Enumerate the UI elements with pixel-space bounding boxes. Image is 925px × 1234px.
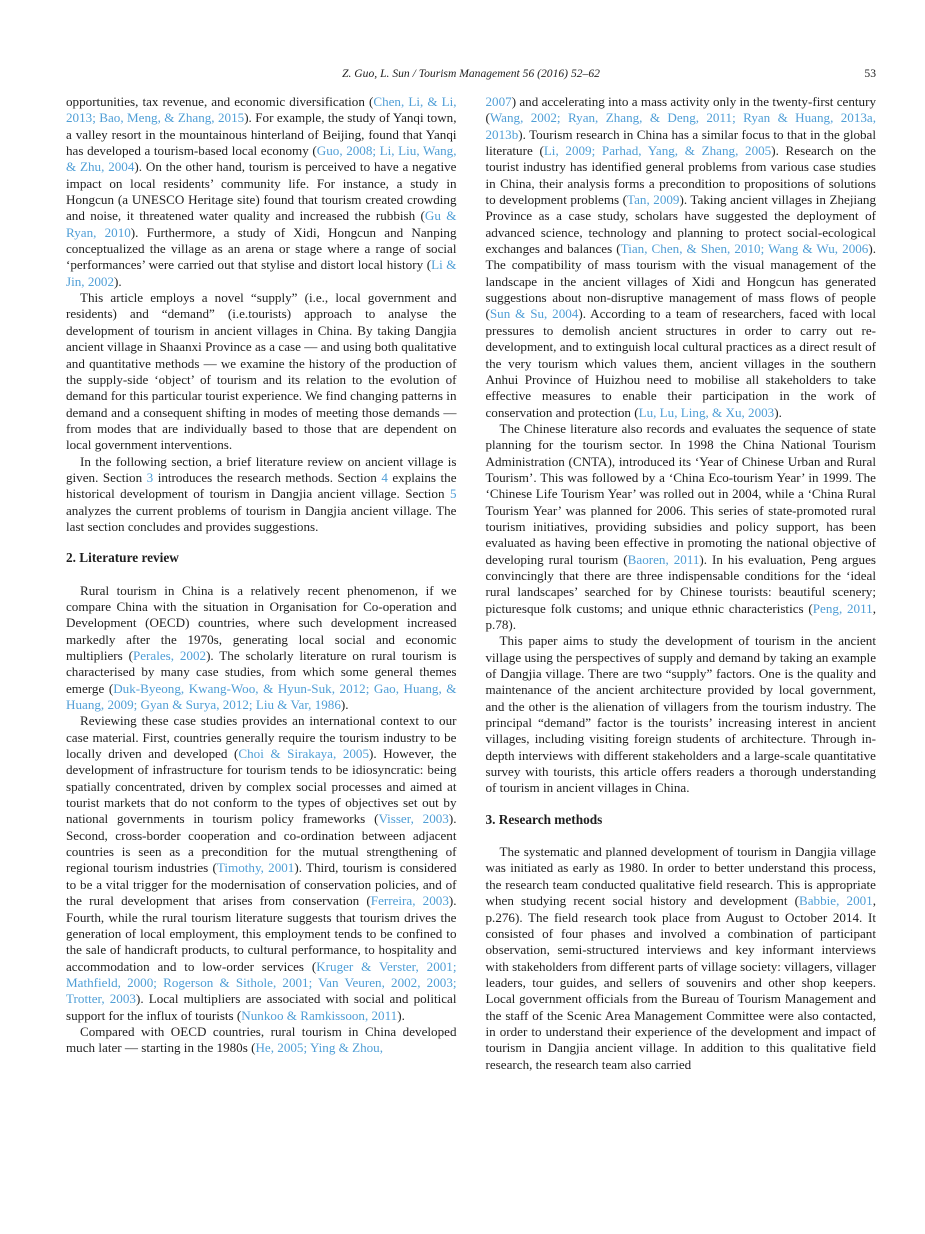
body-text: opportunities, tax revenue, and economic diversification ( (66, 94, 374, 109)
citation-link[interactable]: 2007 (485, 94, 512, 109)
paragraph (486, 844, 877, 1073)
body-text: ). Third, tourism is considered to be a vital trigger for the modernisation of conservation policies, and of the rural development that arises from conservation ( (66, 860, 457, 909)
body-text: ). Research on the tourist industry has identified general problems from various case studies in China, their analysis forms a precondition to propositions of solutions to development problems ( (485, 143, 876, 208)
body-text: ). (397, 1007, 405, 1023)
body-text: ). On the other hand, tourism is perceived to have a negative impact on local residents’ community life. For instance, a study in Hongcun (a UNESCO Heritage site) found that tourism created crowding and noise, it threatened water quality and increased the rubbish ( (66, 159, 457, 224)
citation-link[interactable]: Li & Jin, 2002 (66, 257, 457, 289)
body-text: , p.276). The field research took place from August to October 2014. It consisted of four phases and involved a combination of participant observation, semi-structured interviews and key informant interviews with stakeholders from different parts of village society: villagers, villager leaders, tour guides, and sellers of souvenirs and other shop keepers. Local government officials from the Bureau of Tourism Management and the staff of the Scenic Area Management Committee were also contacted, in order to understand their experience of the development and impact of tourism in Dangjia ancient village. In addition to this qualitative field research, the research team also carried (485, 893, 877, 1072)
body-text: ). According to a team of researchers, faced with local pressures to demolish ancient structures in order to carry out re-development, and to extinguish local cultural practices as a direct result of the very tourism which values them, ancient villages in the southern Anhui Province of Huizhou need to mobilise all stakeholders to take effective measures to enable their participation in the work of conservation and protection ( (485, 306, 877, 420)
paragraph (66, 713, 457, 1024)
citation-link[interactable]: Lu, Lu, Ling, & Xu, 2003 (638, 404, 775, 420)
citation-link[interactable]: Li, 2009; Parhad, Yang, & Zhang, 2005 (543, 143, 772, 159)
citation-link[interactable]: Chen, Li, & Li, 2013; Bao, Meng, & Zhang, 2015 (66, 94, 457, 126)
citation-link[interactable]: Tian, Chen, & Shen, 2010; Wang & Wu, 2006 (620, 241, 869, 257)
body-text: ). For example, the study of Yanqi town, a valley resort in the mountainous hinterland of Beijing, found that Yanqi has developed a tourism-based local economy ( (66, 110, 457, 159)
body-text: In the following section, a brief literature review on ancient village is given. Section (66, 453, 457, 485)
paragraph (66, 94, 457, 290)
body-text: ). (774, 404, 782, 420)
citation-link[interactable]: Timothy, 2001 (216, 860, 295, 876)
citation-link[interactable]: Nunkoo & Ramkissoon, 2011 (241, 1007, 398, 1023)
citation-link[interactable]: Guo, 2008; Li, Liu, Wang, & Zhu, 2004 (66, 143, 457, 175)
citation-link[interactable]: Kruger & Verster, 2001; Mathfield, 2000; Rogerson & Sithole, 2001; Van Veuren, 2002, 2003; Trotter, 2003 (66, 958, 457, 1007)
section-heading: 2. Literature review (66, 550, 179, 566)
body-text: ). Taking ancient villages in Zhejiang Province as a case study, scholars have suggested the deployment of advanced science, technology and planning to protect social-ecological exchanges and balances ( (485, 192, 876, 257)
citation-link[interactable]: Babbie, 2001 (799, 893, 873, 909)
page-header (66, 66, 876, 81)
citation-link[interactable]: Ferreira, 2003 (370, 893, 449, 909)
citation-link[interactable]: Wang, 2002; Ryan, Zhang, & Deng, 2011; Ryan & Huang, 2013a, 2013b (485, 110, 876, 142)
body-text: ). Local multipliers are associated with social and political support for the influx of tourists ( (66, 991, 457, 1023)
body-text: Rural tourism in China is a relatively recent phenomenon, if we compare China with the situation in Organisation for Co-operation and Development (OECD) countries, where such development increased markedly after the 1970s, generating local social and economic multipliers ( (66, 582, 457, 663)
citation-link[interactable]: Choi & Sirakaya, 2005 (238, 746, 370, 762)
citation-link[interactable]: Gu & Ryan, 2010 (66, 208, 457, 240)
body-text: This article employs a novel “supply” (i.e., local government and residents) and “demand” (i.e.tourists) approach to analyse the development of tourism in ancient villages in China. By taking Dangjia ancient village in Shaanxi Province as a case — and using both qualitative and quantitative methods — we examine the history of the production of the supply-side ‘object’ of tourism and its relation to the evolution of demand for this particular tourist experience. We find changing patterns in demand and a consequent shifting in modes of meeting those demands — from modes that are individually based to those that are dependent on local government interventions. (66, 290, 457, 453)
body-text: ) and accelerating into a mass activity only in the twenty-first century ( (485, 94, 876, 126)
citation-link[interactable]: Sun & Su, 2004 (489, 306, 579, 322)
paragraph (66, 290, 457, 453)
body-text: ). (340, 697, 349, 713)
body-text: Reviewing these case studies provides an international context to our case material. First, countries generally require the tourism industry to be locally driven and developed ( (66, 713, 457, 762)
body-text: ). The compatibility of mass tourism with the visual management of the landscape in the ancient villages of Xidi and Hongcun has generated suggestions about non-disruptive management of mass flows of people ( (485, 241, 876, 322)
citation-link[interactable]: Duk-Byeong, Kwang-Woo, & Hyun-Suk, 2012; Gao, Huang, & Huang, 2009; Gyan & Surya, 2012; Liu & Var, 1986 (66, 680, 457, 713)
page-number: 53 (864, 67, 876, 80)
citation-link[interactable]: Peng, 2011 (812, 600, 873, 616)
citation-link[interactable]: 5 (449, 486, 457, 502)
citation-link[interactable]: 4 (381, 469, 388, 485)
citation-link[interactable]: Visser, 2003 (378, 811, 449, 827)
paragraph (66, 454, 457, 536)
body-text: The Chinese literature also records and evaluates the sequence of state planning for the tourism sector. In 1998 the China National Tourism Administration (CNTA), introduced its ‘Year of Chinese Urban and Rural Tourism’. This was followed by a ‘China Eco-tourism Year’ in 1999. The ‘Chinese Life Tourism Year’ was rolled out in 2004, while a ‘China Rural Tourism Year’ was planned for 2006. This series of state-promoted rural tourism initiatives, providing subsidies and policy support, has been evaluated as having been effective in promoting the national objective of developing rural tourism ( (485, 420, 876, 567)
paragraph (66, 1024, 457, 1057)
citation-link[interactable]: Perales, 2002 (132, 648, 207, 663)
body-text: ). (114, 273, 122, 289)
citation-link[interactable]: He, 2005; Ying & Zhou, (255, 1040, 384, 1056)
body-text: analyzes the current problems of tourism in Dangjia ancient village. The last section concludes and provides suggestions. (66, 502, 457, 534)
paragraph (486, 94, 877, 421)
body-text: ). Second, cross-border cooperation and co-ordination between adjacent countries is seen as a precondition for the mutual strengthening of regional tourism industries ( (66, 811, 457, 876)
body-text: ). Tourism research in China has a similar focus to that in the global literature ( (485, 126, 876, 159)
running-head-text: Z. Guo, L. Sun / Tourism Management 56 (2016) 52–62 (342, 67, 600, 80)
section-heading: 3. Research methods (485, 811, 603, 827)
body-text: ). Fourth, while the rural tourism literature suggests that tourism drives the generation of local employment, this employment tends to be confined to the sale of handicraft products, to cultural performance, to hospitality and accommodation and to low-order services ( (66, 893, 457, 974)
body-text: ). Furthermore, a study of Xidi, Hongcun and Nanping conceptualized the village as an arena or stage where a range of social ‘performances’ were carried out that stylise and distort local history ( (66, 224, 457, 273)
body-text: introduces the research methods. Section (153, 469, 382, 485)
paragraph (486, 633, 877, 796)
two-column-body (66, 94, 876, 1073)
left-column (66, 94, 457, 1073)
citation-link[interactable]: Baoren, 2011 (627, 551, 700, 567)
citation-link[interactable]: Tan, 2009 (627, 192, 680, 208)
body-text: ). However, the development of infrastructure for tourism tends to be idiosyncratic: being spatially concentrated, driven by complex social processes and aimed at tourist markets that do not conform to the types of objectives set out by national governments in tourism policy frameworks ( (66, 746, 457, 827)
right-column (486, 94, 877, 1073)
body-text: explains the historical development of tourism in Dangjia ancient village. Section (66, 469, 457, 502)
body-text: This paper aims to study the development of tourism in the ancient village using the perspectives of supply and demand by taking an example of Dangjia village. There are two “supply” factors. One is the quality and maintenance of the ancient architecture provided by local government, and the other is the alienation of villagers from the tourism industry. The principal “demand” factor is the tourists’ increasing interest in ancient villages, including visiting foreign students of architecture. Through in-depth interviews with different stakeholders and a large-scale quantitative survey with tourists, this article offers readers a thorough understanding of tourism in ancient villages in China. (485, 633, 876, 796)
body-text: ). In his evaluation, Peng argues convincingly that there are three indispensable conditions for the ‘ideal rural landscapes’ searched for by Chinese tourists: beautiful scenery; picturesque folk customs; and unique ethnic characteristics ( (485, 551, 876, 616)
paragraph (486, 421, 877, 633)
paragraph (66, 583, 457, 714)
body-text: , p.78). (485, 600, 876, 632)
citation-link[interactable]: 3 (146, 469, 154, 485)
body-text: ). The scholarly literature on rural tourism is characterised by many case studies, from which some general themes emerge ( (66, 648, 457, 696)
body-text: The systematic and planned development of tourism in Dangjia village was initiated as early as 1980. In order to better understand this process, the research team conducted qualitative field research. This is appropriate when studying recent social history and development ( (485, 844, 876, 909)
body-text: Compared with OECD countries, rural tourism in China developed much later — starting in the 1980s ( (66, 1023, 457, 1056)
